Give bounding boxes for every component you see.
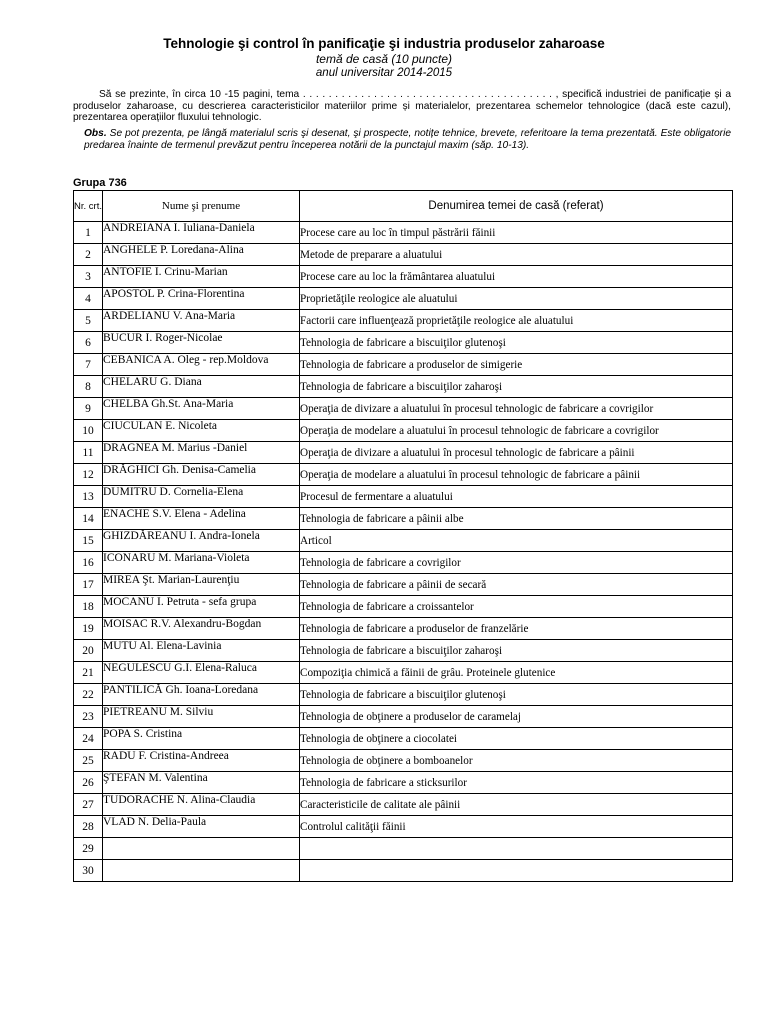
topic-title: Caracteristicile de calitate ale pâinii	[300, 794, 733, 816]
row-number: 8	[74, 376, 103, 398]
topic-title: Tehnologia de obţinere a produselor de caramelaj	[300, 706, 733, 728]
student-name: ANTOFIE I. Crinu-Marian	[103, 266, 300, 288]
row-number: 14	[74, 508, 103, 530]
table-row	[74, 574, 733, 596]
table-row	[74, 794, 733, 816]
student-name: DRAGNEA M. Marius -Daniel	[103, 442, 300, 464]
student-name: PANTILICĂ Gh. Ioana-Loredana	[103, 684, 300, 706]
table-row	[74, 222, 733, 244]
student-name: ARDELIANU V. Ana-Maria	[103, 310, 300, 332]
row-number: 13	[74, 486, 103, 508]
table-row	[74, 464, 733, 486]
instructions-text: Să se prezinte, în circa 10 -15 pagini, tema . . . . . . . . . . . . . . . . . . . . . . . . . . . . . . . . . . . . . . . , specifică industriei de panificație și a produselor zaharoase, cu descrierea caracteristicilor materiilor prime și materialelor, prezentarea schemelor tehnologice (dacă este cazul), prezentarea operațiilor fluxului tehnologic.	[73, 89, 731, 123]
row-number: 11	[74, 442, 103, 464]
student-name	[103, 860, 300, 882]
student-name: MOCANU I. Petruta - sefa grupa	[103, 596, 300, 618]
topic-title: Tehnologia de fabricare a biscuiţilor glutenoşi	[300, 684, 733, 706]
table-row	[74, 596, 733, 618]
topic-title: Tehnologia de fabricare a croissantelor	[300, 596, 733, 618]
student-name: GHIZDĂREANU I. Andra-Ionela	[103, 530, 300, 552]
document-title: Tehnologie şi control în panificaţie şi industria produselor zaharoase	[163, 36, 605, 51]
student-name: POPA S. Cristina	[103, 728, 300, 750]
topic-title: Factorii care influenţează proprietăţile reologice ale aluatului	[300, 310, 733, 332]
row-number: 10	[74, 420, 103, 442]
row-number: 3	[74, 266, 103, 288]
topic-title	[300, 860, 733, 882]
row-number: 20	[74, 640, 103, 662]
topic-title	[300, 838, 733, 860]
observation-label: Obs.	[84, 128, 107, 139]
row-number: 29	[74, 838, 103, 860]
observation-paragraph	[84, 128, 731, 151]
topic-title: Tehnologia de fabricare a pâinii de secară	[300, 574, 733, 596]
row-number: 16	[74, 552, 103, 574]
topic-title: Tehnologia de fabricare a covrigilor	[300, 552, 733, 574]
table-row	[74, 332, 733, 354]
topic-title: Procese care au loc la frământarea aluatului	[300, 266, 733, 288]
row-number: 5	[74, 310, 103, 332]
student-name: MUTU Al. Elena-Lavinia	[103, 640, 300, 662]
table-row	[74, 376, 733, 398]
table-row	[74, 420, 733, 442]
topic-title: Tehnologia de obţinere a bomboanelor	[300, 750, 733, 772]
table-row	[74, 354, 733, 376]
header-topic: Denumirea temei de casă (referat)	[300, 191, 733, 222]
row-number: 25	[74, 750, 103, 772]
table-row	[74, 728, 733, 750]
student-name: PIETREANU M. Silviu	[103, 706, 300, 728]
topic-title: Operaţia de divizare a aluatului în procesul tehnologic de fabricare a covrigilor	[300, 398, 733, 420]
topic-title: Compoziţia chimică a făinii de grâu. Proteinele glutenice	[300, 662, 733, 684]
topic-title: Tehnologia de fabricare a sticksurilor	[300, 772, 733, 794]
student-name: MOISAC R.V. Alexandru-Bogdan	[103, 618, 300, 640]
row-number: 17	[74, 574, 103, 596]
student-name: APOSTOL P. Crina-Florentina	[103, 288, 300, 310]
topic-title: Tehnologia de obţinere a ciocolatei	[300, 728, 733, 750]
student-name: NEGULESCU G.I. Elena-Raluca	[103, 662, 300, 684]
table-row	[74, 816, 733, 838]
row-number: 26	[74, 772, 103, 794]
student-name: ANGHELE P. Loredana-Alina	[103, 244, 300, 266]
student-name: CIUCULAN E. Nicoleta	[103, 420, 300, 442]
table-row	[74, 530, 733, 552]
topic-title: Tehnologia de fabricare a produselor de simigerie	[300, 354, 733, 376]
row-number: 22	[74, 684, 103, 706]
table-row	[74, 772, 733, 794]
student-name: ANDREIANA I. Iuliana-Daniela	[103, 222, 300, 244]
row-number: 2	[74, 244, 103, 266]
row-number: 19	[74, 618, 103, 640]
group-label: Grupa 736	[73, 177, 127, 189]
row-number: 21	[74, 662, 103, 684]
topic-title: Tehnologia de fabricare a biscuiţilor zaharoşi	[300, 640, 733, 662]
row-number: 7	[74, 354, 103, 376]
student-name: DRĂGHICI Gh. Denisa-Camelia	[103, 464, 300, 486]
topic-title: Operaţia de modelare a aluatului în procesul tehnologic de fabricare a pâinii	[300, 464, 733, 486]
table-row	[74, 310, 733, 332]
row-number: 9	[74, 398, 103, 420]
table-row	[74, 684, 733, 706]
table-header-row	[74, 191, 733, 222]
topic-title: Operaţia de modelare a aluatului în procesul tehnologic de fabricare a covrigilor	[300, 420, 733, 442]
table-row	[74, 552, 733, 574]
row-number: 1	[74, 222, 103, 244]
observation-text: Se pot prezenta, pe lângă materialul scris şi desenat, şi prospecte, notițe tehnice, brevete, referitoare la tema prezentată. Este obligatorie predarea înainte de termenul prevăzut pentru începerea notării de la punctajul maxim (săp. 10-13).	[84, 128, 731, 151]
table-row	[74, 640, 733, 662]
academic-year: anul universitar 2014-2015	[315, 67, 453, 79]
row-number: 24	[74, 728, 103, 750]
table-row	[74, 860, 733, 882]
student-name: BUCUR I. Roger-Nicolae	[103, 332, 300, 354]
row-number: 27	[74, 794, 103, 816]
student-name: MIREA Şt. Marian-Laurenţiu	[103, 574, 300, 596]
header-name: Nume şi prenume	[103, 191, 300, 222]
student-name: RADU F. Cristina-Andreea	[103, 750, 300, 772]
table-row	[74, 706, 733, 728]
table-row	[74, 508, 733, 530]
row-number: 15	[74, 530, 103, 552]
row-number: 12	[74, 464, 103, 486]
table-row	[74, 662, 733, 684]
topic-title: Controlul calităţii făinii	[300, 816, 733, 838]
student-name: CHELBA Gh.St. Ana-Maria	[103, 398, 300, 420]
topic-title: Procese care au loc în timpul păstrării făinii	[300, 222, 733, 244]
topic-title: Tehnologia de fabricare a produselor de franzelărie	[300, 618, 733, 640]
student-name: CEBANICA A. Oleg - rep.Moldova	[103, 354, 300, 376]
table-row	[74, 442, 733, 464]
table-row	[74, 750, 733, 772]
student-name: ŞTEFAN M. Valentina	[103, 772, 300, 794]
row-number: 28	[74, 816, 103, 838]
topic-title: Proprietăţile reologice ale aluatului	[300, 288, 733, 310]
student-name: VLAD N. Delia-Paula	[103, 816, 300, 838]
row-number: 23	[74, 706, 103, 728]
student-name: ICONARU M. Mariana-Violeta	[103, 552, 300, 574]
instructions-paragraph	[73, 89, 731, 124]
student-name: TUDORACHE N. Alina-Claudia	[103, 794, 300, 816]
row-number: 18	[74, 596, 103, 618]
table-row	[74, 288, 733, 310]
row-number: 30	[74, 860, 103, 882]
student-name	[103, 838, 300, 860]
student-name: DUMITRU D. Cornelia-Elena	[103, 486, 300, 508]
header-nr: Nr. crt.	[74, 191, 103, 222]
table-row	[74, 618, 733, 640]
student-topics-table	[73, 190, 733, 882]
topic-title: Operaţia de divizare a aluatului în procesul tehnologic de fabricare a pâinii	[300, 442, 733, 464]
topic-title: Tehnologia de fabricare a pâinii albe	[300, 508, 733, 530]
topic-title: Tehnologia de fabricare a biscuiţilor glutenoşi	[300, 332, 733, 354]
topic-title: Articol	[300, 530, 733, 552]
table-row	[74, 244, 733, 266]
topic-title: Procesul de fermentare a aluatului	[300, 486, 733, 508]
row-number: 6	[74, 332, 103, 354]
student-name: CHELARU G. Diana	[103, 376, 300, 398]
table-row	[74, 838, 733, 860]
topic-title: Metode de preparare a aluatului	[300, 244, 733, 266]
table-row	[74, 398, 733, 420]
document-subtitle: temă de casă (10 puncte)	[315, 52, 453, 66]
table-body	[74, 222, 733, 882]
table-row	[74, 486, 733, 508]
table-row	[74, 266, 733, 288]
topic-title: Tehnologia de fabricare a biscuiţilor zaharoşi	[300, 376, 733, 398]
student-name: ENACHE S.V. Elena - Adelina	[103, 508, 300, 530]
row-number: 4	[74, 288, 103, 310]
